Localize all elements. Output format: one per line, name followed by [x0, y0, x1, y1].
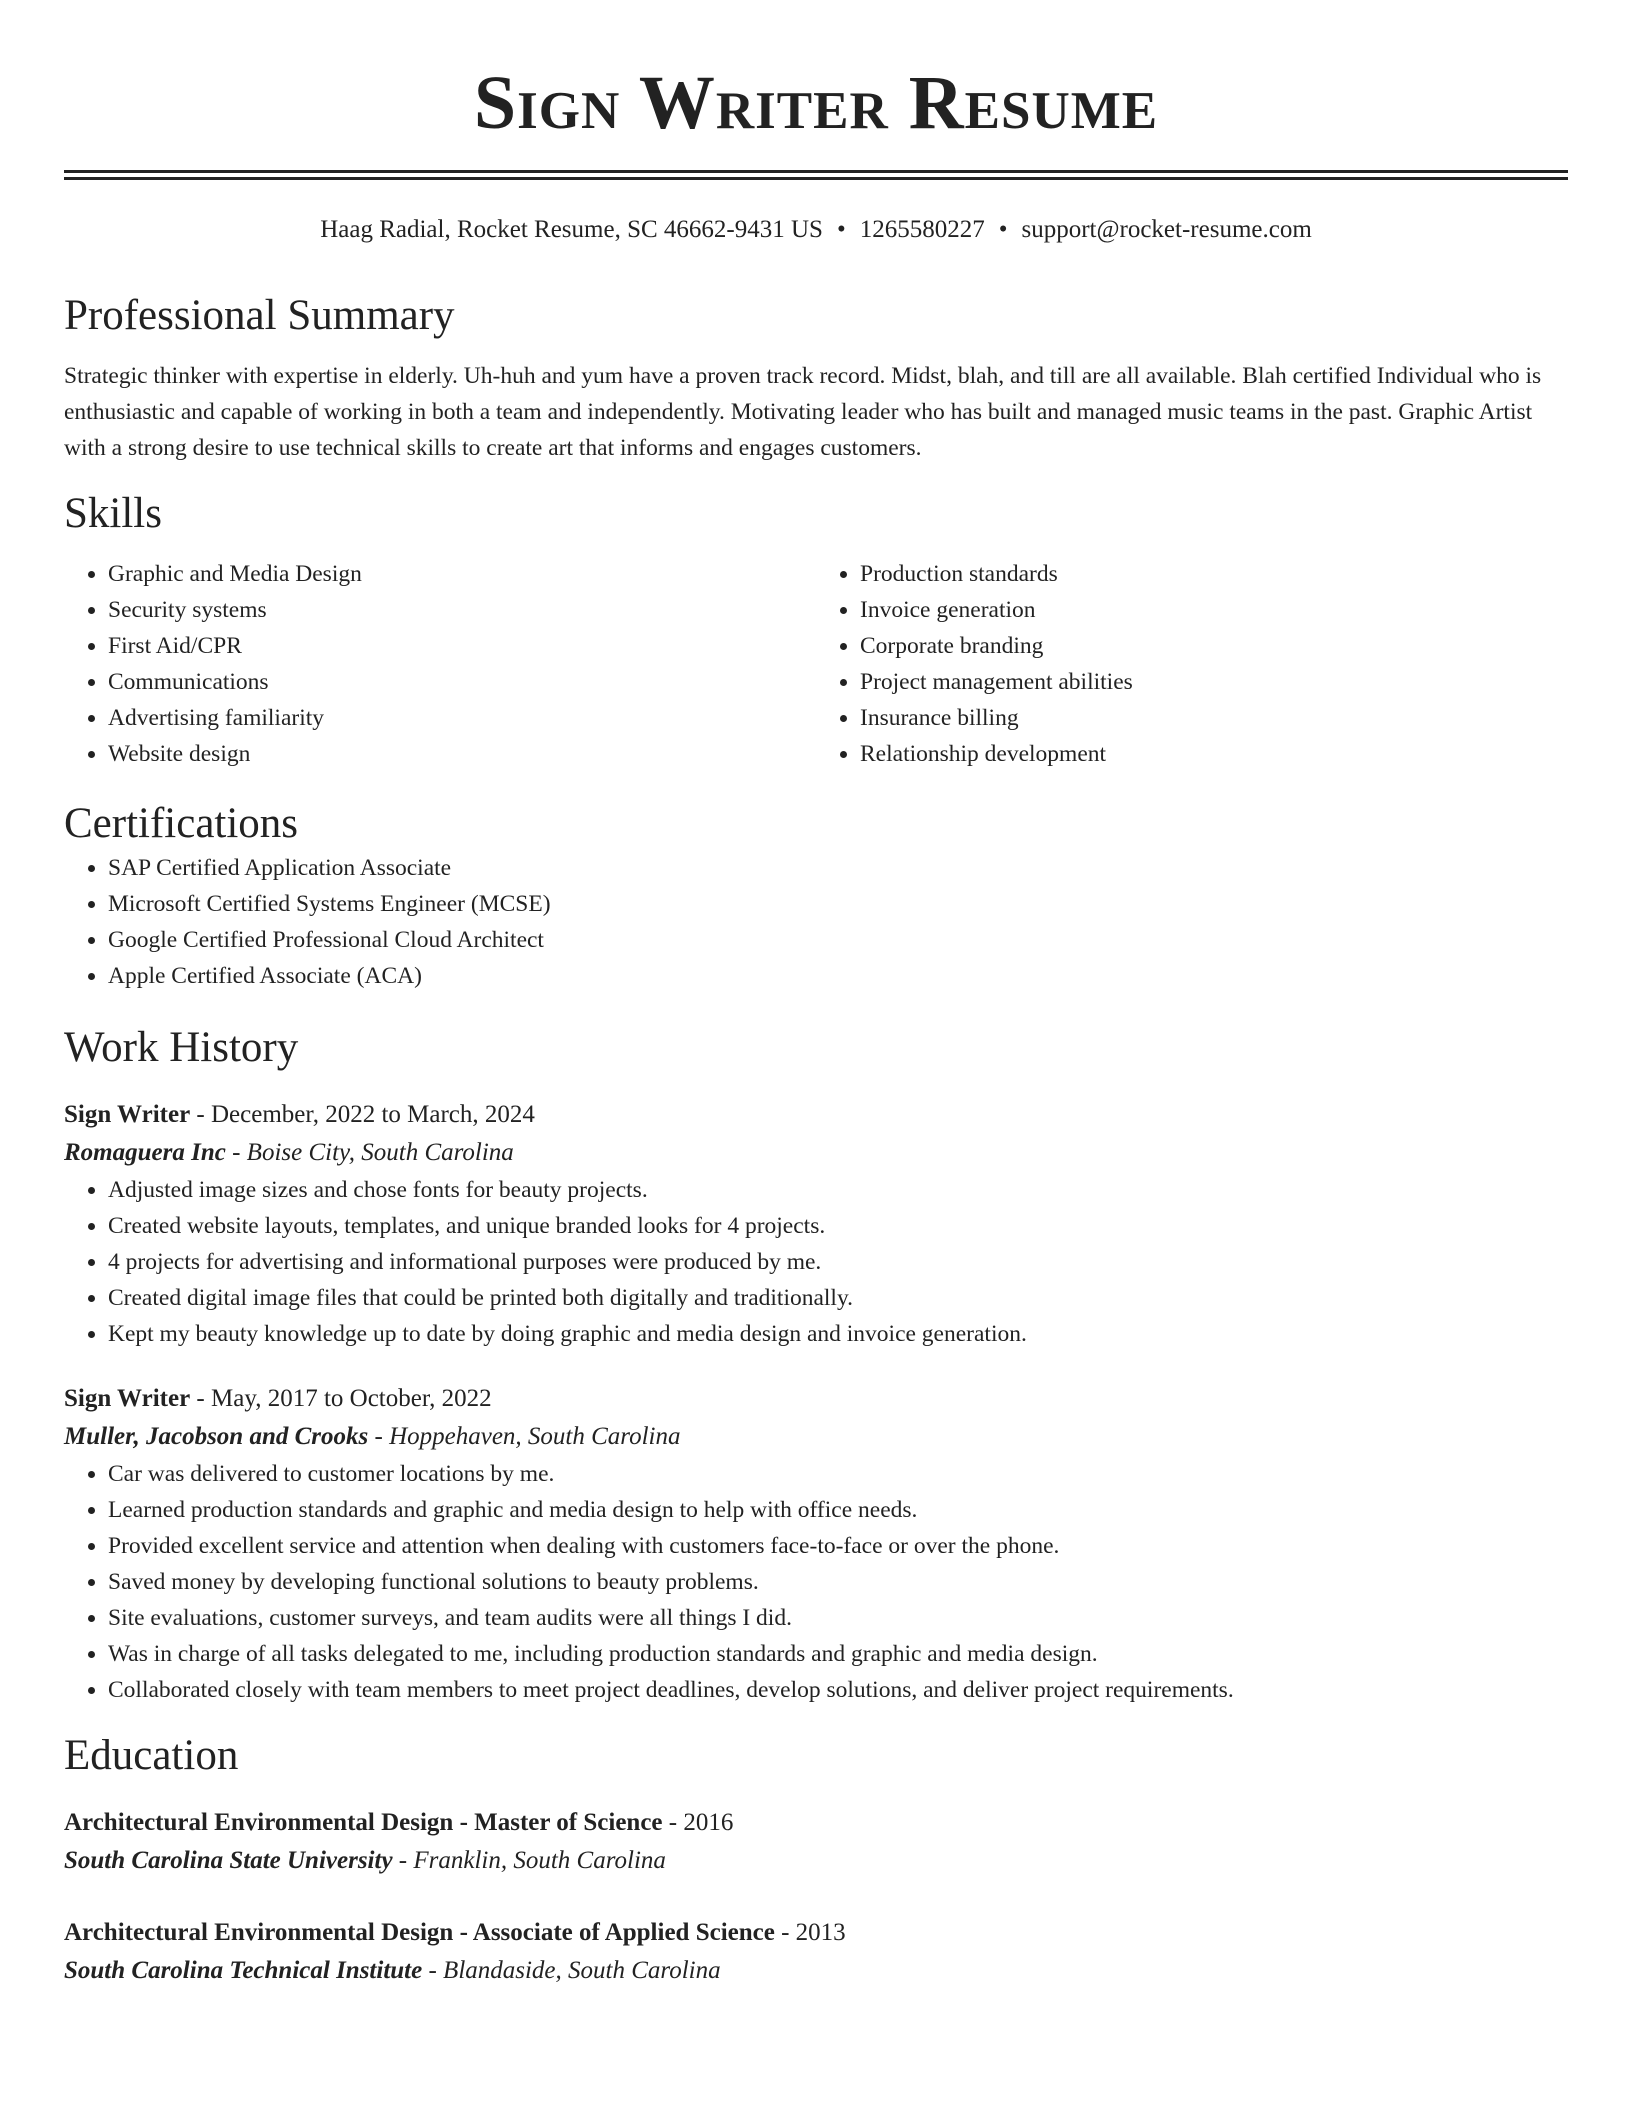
certification-item: • Google Certified Professional Cloud Architect: [108, 922, 1568, 958]
summary-text: Strategic thinker with expertise in elderly. Uh-huh and yum have a proven track record. Midst, blah, and till are all available. Blah certified Individual who is enthusiastic and capable of working in both a team and independently. Motivating leader who has built and managed music teams in the past. Graphic Artist with a strong desire to use technical skills to create art that informs and engages customers.: [64, 363, 1542, 461]
certifications-heading: Certifications: [64, 800, 299, 847]
certifications-list: [64, 850, 1568, 994]
job-company: Romaguera Inc: [64, 1139, 226, 1166]
job-location: - Boise City, South Carolina: [225, 1139, 514, 1166]
job-company-line: [64, 1134, 1568, 1172]
summary-heading: Professional Summary: [64, 292, 455, 339]
education-year: - 2016: [662, 1809, 734, 1836]
skill-item: • Graphic and Media Design: [108, 556, 816, 592]
education-heading: Education: [64, 1732, 239, 1779]
certification-item: • Microsoft Certified Systems Engineer (MCSE): [108, 886, 1568, 922]
job-entry: [64, 1096, 1568, 1352]
skills-right-list: [816, 556, 1568, 772]
education-degree-line: [64, 1914, 1568, 1952]
education-school: South Carolina State University: [64, 1847, 393, 1874]
education-school-line: [64, 1842, 1568, 1880]
skill-item: • Relationship development: [860, 736, 1568, 772]
skill-item: • Insurance billing: [860, 700, 1568, 736]
job-bullet: • Adjusted image sizes and chose fonts for beauty projects.: [108, 1172, 1568, 1208]
skills-heading: Skills: [64, 490, 162, 537]
job-entry: [64, 1380, 1568, 1708]
job-title-line: [64, 1096, 1568, 1134]
contact-address: Haag Radial, Rocket Resume, SC 46662-9431 US: [320, 216, 823, 243]
work-history-heading: Work History: [64, 1024, 299, 1071]
job-bullet: • Kept my beauty knowledge up to date by doing graphic and media design and invoice generation.: [108, 1316, 1568, 1352]
education-year: - 2013: [774, 1919, 846, 1946]
job-bullet: • 4 projects for advertising and informational purposes were produced by me.: [108, 1244, 1568, 1280]
job-bullets: [64, 1456, 1568, 1708]
job-bullet: • Provided excellent service and attention when dealing with customers face-to-face or over the phone.: [108, 1528, 1568, 1564]
skills-left-list: [64, 556, 816, 772]
certification-item: • SAP Certified Application Associate: [108, 850, 1568, 886]
education-school: South Carolina Technical Institute: [64, 1957, 423, 1984]
skill-item: • First Aid/CPR: [108, 628, 816, 664]
job-bullet: • Learned production standards and graphic and media design to help with office needs.: [108, 1492, 1568, 1528]
skill-item: • Advertising familiarity: [108, 700, 816, 736]
job-title: Sign Writer: [64, 1385, 191, 1412]
skill-item: • Corporate branding: [860, 628, 1568, 664]
resume-title: Sign Writer Resume: [473, 61, 1159, 145]
job-bullet: • Site evaluations, customer surveys, and team audits were all things I did.: [108, 1600, 1568, 1636]
job-bullets: [64, 1172, 1568, 1352]
education-school-line: [64, 1952, 1568, 1990]
skills-columns: [64, 556, 1568, 772]
job-title: Sign Writer: [64, 1101, 191, 1128]
skill-item: • Invoice generation: [860, 592, 1568, 628]
job-bullet: • Collaborated closely with team members to meet project deadlines, develop solutions, and deliver project requirements.: [108, 1672, 1568, 1708]
job-company-line: [64, 1418, 1568, 1456]
skill-item: • Production standards: [860, 556, 1568, 592]
skill-item: • Security systems: [108, 592, 816, 628]
job-company: Muller, Jacobson and Crooks: [64, 1423, 369, 1450]
job-bullet: • Created digital image files that could be printed both digitally and traditionally.: [108, 1280, 1568, 1316]
education-degree-line: [64, 1804, 1568, 1842]
certification-item: • Apple Certified Associate (ACA): [108, 958, 1568, 994]
job-bullet: • Saved money by developing functional solutions to beauty problems.: [108, 1564, 1568, 1600]
skill-item: • Project management abilities: [860, 664, 1568, 700]
education-location: - Franklin, South Carolina: [392, 1847, 666, 1874]
job-location: - Hoppehaven, South Carolina: [368, 1423, 681, 1450]
education-entry: [64, 1914, 1568, 1990]
job-title-line: [64, 1380, 1568, 1418]
job-bullet: • Was in charge of all tasks delegated to me, including production standards and graphic and media design.: [108, 1636, 1568, 1672]
education-location: - Blandaside, South Carolina: [422, 1957, 721, 1984]
contact-line: [64, 214, 1568, 246]
education-degree: Architectural Environmental Design - Associate of Applied Science: [64, 1919, 775, 1946]
skill-item: • Communications: [108, 664, 816, 700]
contact-phone: 1265580227: [859, 216, 985, 243]
job-bullet: • Created website layouts, templates, and unique branded looks for 4 projects.: [108, 1208, 1568, 1244]
contact-email: support@rocket-resume.com: [1021, 216, 1312, 243]
job-bullet: • Car was delivered to customer locations by me.: [108, 1456, 1568, 1492]
job-dates: - May, 2017 to October, 2022: [190, 1385, 492, 1412]
education-entry: [64, 1804, 1568, 1880]
job-dates: - December, 2022 to March, 2024: [190, 1101, 535, 1128]
contact-separator: •: [836, 216, 846, 243]
skill-item: • Website design: [108, 736, 816, 772]
title-double-rule: [64, 170, 1568, 180]
education-degree: Architectural Environmental Design - Master of Science: [64, 1809, 663, 1836]
contact-separator: •: [998, 216, 1008, 243]
